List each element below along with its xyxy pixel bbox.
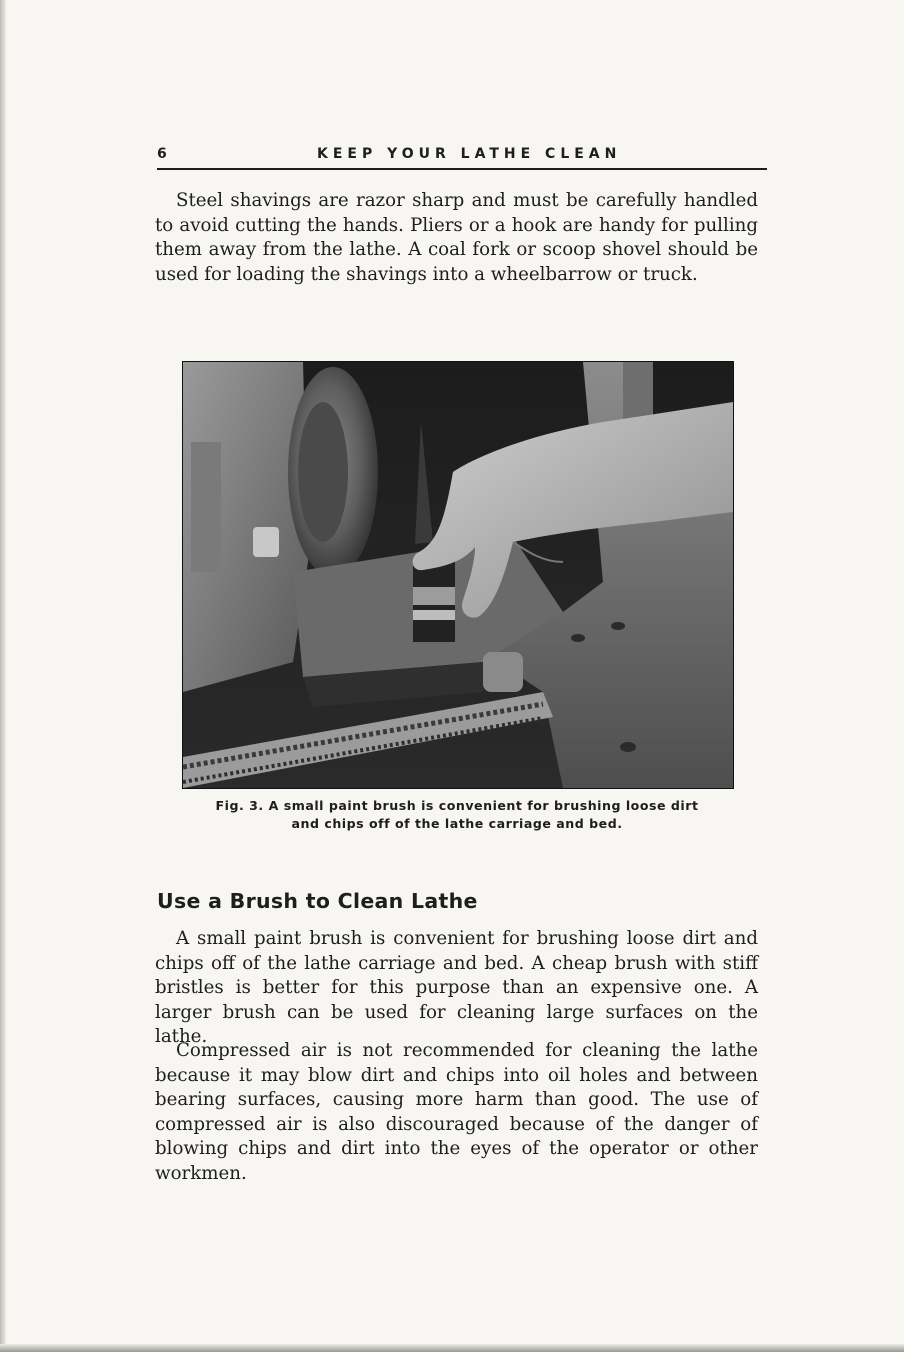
page-number: 6 bbox=[157, 146, 167, 162]
body-paragraph: Steel shavings are razor sharp and must be carefully handled to avoid cutting the hands. Pliers or a hook are handy for pulling them away from the lathe. A coal fork or scoop shovel should be used for loading the shavings into a wheelbarrow or truck. bbox=[155, 190, 758, 285]
lathe-photo-illustration bbox=[183, 362, 733, 788]
body-paragraph: A small paint brush is convenient for brushing loose dirt and chips off of the lathe carriage and bed. A cheap brush with stiff bristles is better for this purpose than an expensive one. A larger brush can be used for cleaning large surfaces on the lathe. bbox=[155, 928, 758, 1048]
body-paragraph: Compressed air is not recommended for cleaning the lathe because it may blow dirt and chips into oil holes and between bearing surfaces, causing more harm than good. The use of compressed air is also discouraged because of the danger of blowing chips and dirt into the eyes of the operator or other workmen. bbox=[155, 1040, 758, 1184]
figure-caption: Fig. 3. A small paint brush is convenient for brushing loose dirt and chips off of the lathe carriage and bed. bbox=[215, 798, 699, 831]
page-edge bbox=[0, 1344, 904, 1352]
page-header bbox=[157, 146, 767, 170]
running-head: KEEP YOUR LATHE CLEAN bbox=[317, 146, 622, 162]
page-edge bbox=[0, 0, 6, 1352]
lathe-photo bbox=[182, 361, 734, 789]
section-heading: Use a Brush to Clean Lathe bbox=[157, 889, 478, 913]
